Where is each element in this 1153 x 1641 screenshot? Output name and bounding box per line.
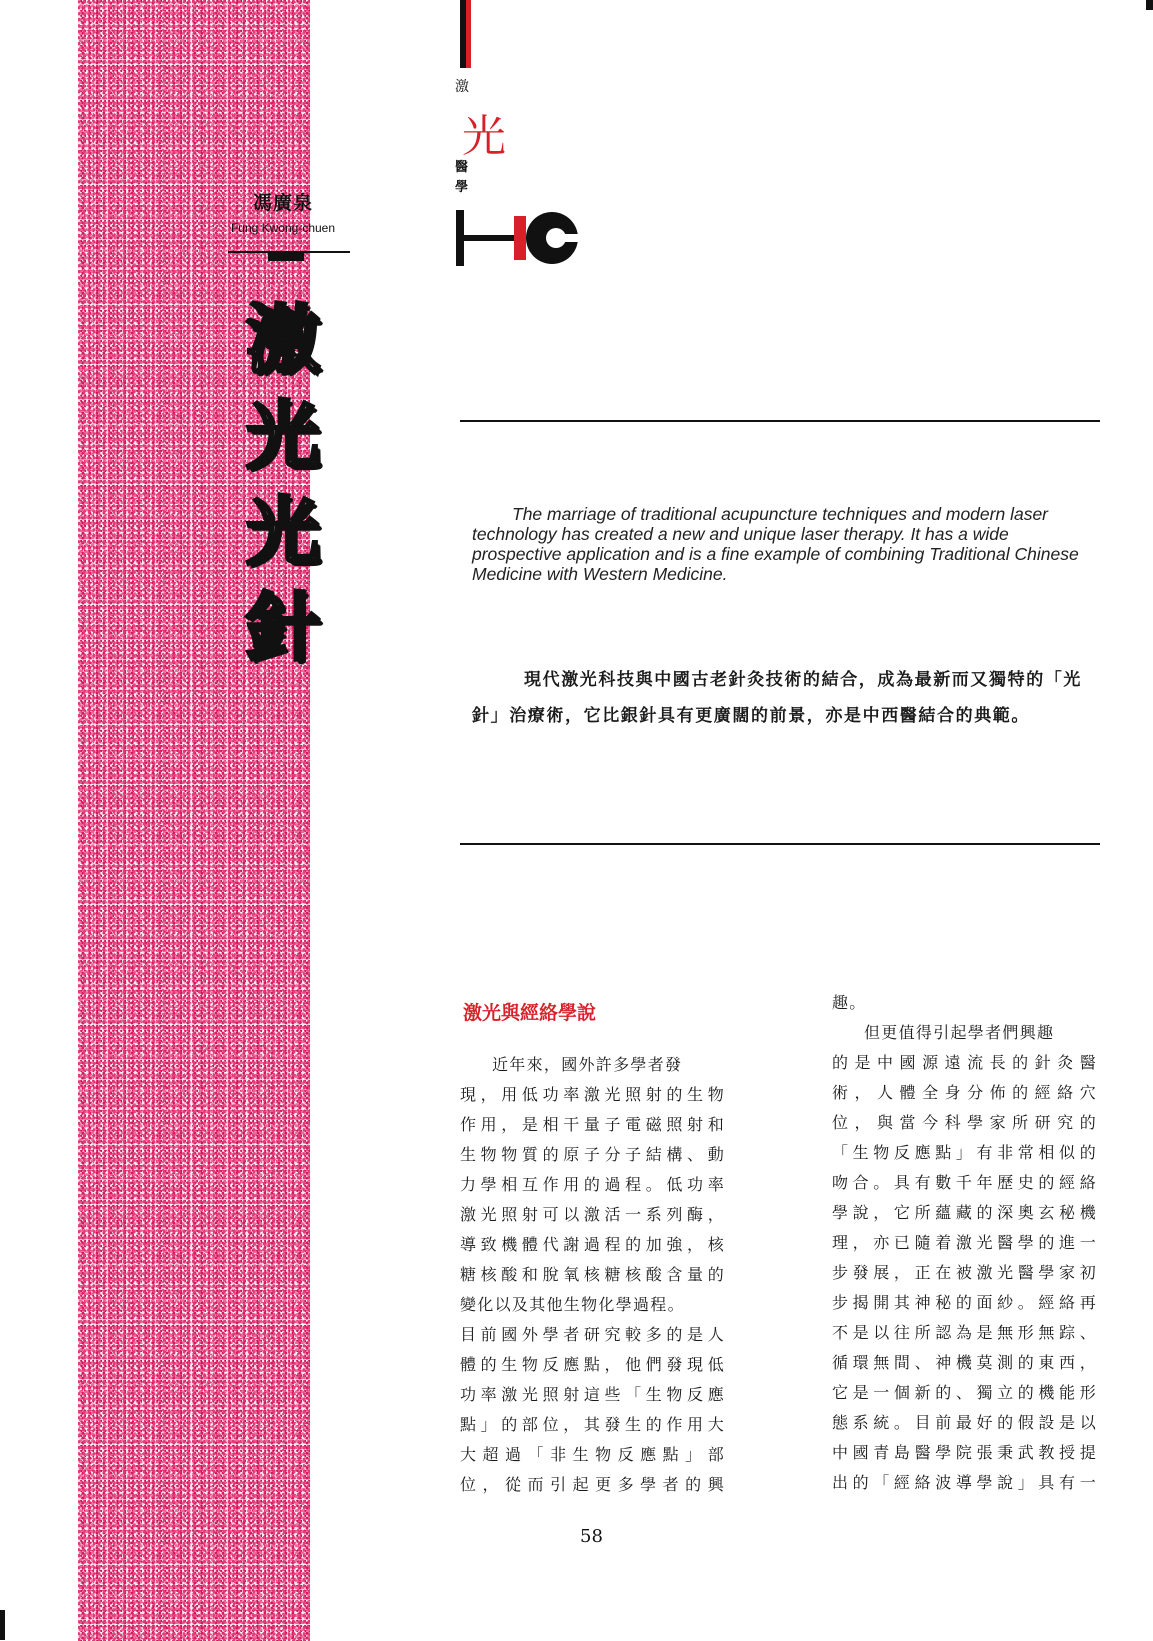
body-line: 吻合。具有數千年歷史的經絡 [832, 1173, 1097, 1192]
article-title [228, 292, 338, 676]
body-line: 激光照射可以激活一系列酶， [460, 1205, 725, 1224]
body-line: 不是以往所認為是無形無踪、 [832, 1323, 1097, 1342]
body-line: 出的「經絡波導學說」具有一 [832, 1473, 1097, 1492]
crop-mark [0, 1610, 5, 1640]
body-line: 點」的部位，其發生的作用大 [460, 1415, 725, 1434]
body-line: 它是一個新的、獨立的機能形 [832, 1383, 1097, 1402]
title-char: 針 [246, 585, 320, 671]
body-column-right [832, 988, 1097, 1498]
body-line: 導致機體代謝過程的加強，核 [460, 1235, 725, 1254]
body-line: 目前國外學者研究較多的是人 [460, 1325, 725, 1344]
title-char: 激 [246, 297, 320, 383]
crop-mark [1146, 0, 1153, 10]
body-line: 術，人體全身分佈的經絡穴 [832, 1083, 1097, 1102]
author-name-zh: 馮廣泉 [252, 192, 313, 214]
body-line: 生物物質的原子分子結構、動 [460, 1145, 725, 1164]
decorative-pink-band [78, 0, 310, 1641]
body-line: 步揭開其神秘的面紗。經絡再 [832, 1293, 1097, 1312]
body-line: 變化以及其他生物化學過程。 [460, 1295, 685, 1314]
title-char: 光 [246, 393, 320, 479]
body-line: 大超過「非生物反應點」部 [460, 1445, 725, 1464]
section-bar-accent [466, 0, 471, 68]
author-rule-block [268, 253, 304, 261]
body-line: 近年來，國外許多學者發 [492, 1055, 683, 1074]
body-line: 中國青島醫學院張秉武教授提 [832, 1443, 1097, 1462]
page-number: 58 [580, 1526, 603, 1547]
divider-top [460, 420, 1100, 422]
body-line: 位，與當今科學家所研究的 [832, 1113, 1097, 1132]
body-line: 位，從而引起更多學者的興 [460, 1475, 725, 1494]
author-name-en: Fung Kwong-chuen [230, 221, 336, 235]
body-line: 趣。 [832, 993, 867, 1012]
body-line: 「生物反應點」有非常相似的 [832, 1143, 1097, 1162]
body-line: 態系統。目前最好的假設是以 [832, 1413, 1097, 1432]
section-label-char-large: 光 [462, 111, 506, 162]
section-label-char: 激 [455, 79, 469, 95]
author [228, 188, 338, 235]
body-line: 學說，它所蘊藏的深奧玄秘機 [832, 1203, 1097, 1222]
abstract-chinese: 現代激光科技與中國古老針灸技術的結合，成為最新而又獨特的「光針」治療術，它比銀針具有更廣闊的前景，亦是中西醫結合的典範。 [472, 670, 1082, 726]
body-line: 力學相互作用的過程。低功率 [460, 1175, 725, 1194]
body-line: 現，用低功率激光照射的生物 [460, 1085, 725, 1104]
divider-bottom [460, 843, 1100, 845]
body-line: 作用，是相干量子電磁照射和 [460, 1115, 725, 1134]
section-label-char: 醫 [455, 160, 469, 175]
body-line: 糖核酸和脫氧核糖核酸含量的 [460, 1265, 725, 1284]
body-line: 功率激光照射這些「生物反應 [460, 1385, 725, 1404]
hc-logo-icon [456, 210, 582, 266]
section-heading: 激光與經絡學說 [463, 1002, 597, 1024]
body-line: 體的生物反應點，他們發現低 [460, 1355, 725, 1374]
body-line: 循環無間、神機莫測的東西， [832, 1353, 1097, 1372]
section-label-char: 學 [455, 180, 469, 195]
body-line: 理，亦已隨着激光醫學的進一 [832, 1233, 1097, 1252]
body-line: 步發展，正在被激光醫學家初 [832, 1263, 1097, 1282]
body-line: 的是中國源遠流長的針灸醫 [832, 1053, 1097, 1072]
body-line: 但更值得引起學者們興趣 [864, 1023, 1055, 1042]
body-column-left [460, 1050, 725, 1500]
title-char: 光 [246, 489, 320, 575]
abstract-english: The marriage of traditional acupuncture techniques and modern laser technology has created a new and unique laser therapy. It has a wide prospective application and is a fine example of combining Traditional Chinese Medicine with Western Medicine. [472, 504, 1079, 584]
